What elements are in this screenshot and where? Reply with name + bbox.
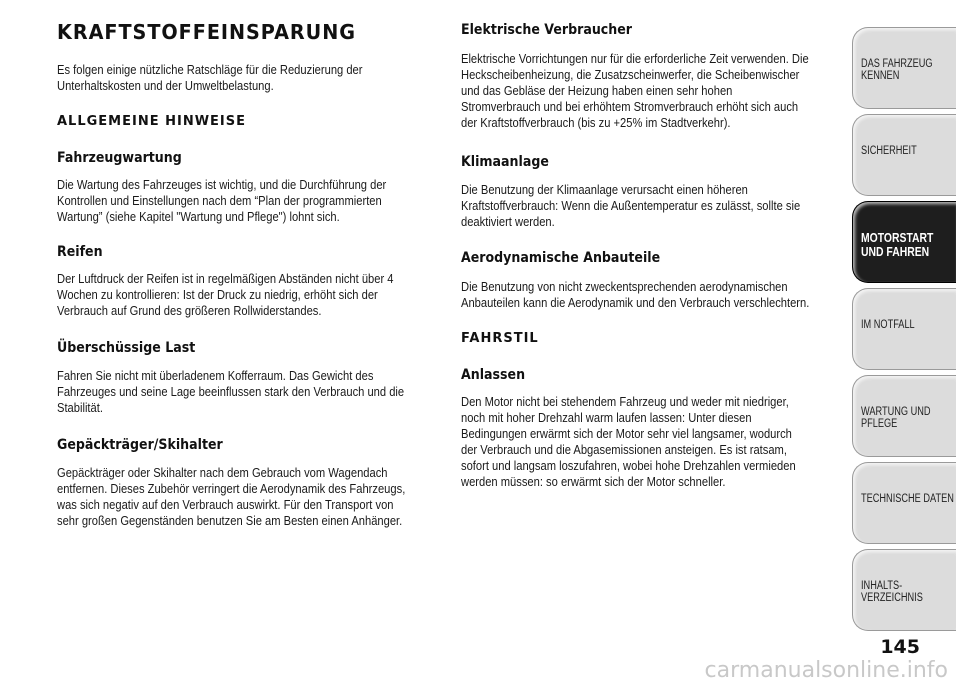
text-electrical: Elektrische Vorrichtungen nur für die erforderliche Zeit verwenden. Die Heckscheibenheizung, die Zusatzscheinwerfer, die Scheibenwischer und das Gebläse der Heizung haben einen sehr hohen Stromverbrauch und bei erhöhtem Stromverbrauch erhöht sich auch der Kraftstoffverbrauch (bis zu +25% im Stadtverkehr).: [461, 51, 809, 130]
tab-vehicle[interactable]: DAS FAHRZEUG KENNEN: [852, 27, 956, 109]
heading-tyres: Reifen: [57, 244, 103, 260]
heading-starting: Anlassen: [461, 367, 526, 383]
heading-maintenance: Fahrzeugwartung: [57, 150, 182, 166]
text-excess-load: Fahren Sie nicht mit überladenem Kofferraum. Das Gewicht des Fahrzeuges und seine Lage beeinflussen stark den Verbrauch und die Stabilität.: [57, 368, 405, 415]
tab-technical-data[interactable]: TECHNISCHE DATEN: [852, 462, 956, 544]
heading-roof-rack: Gepäckträger/Skihalter: [57, 437, 223, 453]
heading-excess-load: Überschüssige Last: [57, 340, 196, 356]
text-air-conditioning: Die Benutzung der Klimaanlage verursacht einen höheren Kraftstoffverbrauch: Wenn die Außentemperatur es zulässt, sollte sie deaktiviert werden.: [461, 182, 801, 229]
page-title: KRAFTSTOFFEINSPARUNG: [57, 20, 356, 44]
section-heading-driving-style: FAHRSTIL: [461, 331, 539, 346]
page-number: 145: [880, 636, 920, 658]
text-tyres: Der Luftdruck der Reifen ist in regelmäßigen Abständen nicht über 4 Wochen zu kontrollieren: Ist der Druck zu niedrig, erhöht sich der Verbrauch auf Grund des größeren Rollwiderstandes.: [57, 271, 394, 318]
tab-index[interactable]: INHALTS- VERZEICHNIS: [852, 549, 956, 631]
heading-electrical: Elektrische Verbraucher: [461, 22, 633, 38]
heading-air-conditioning: Klimaanlage: [461, 154, 549, 170]
text-maintenance: Die Wartung des Fahrzeuges ist wichtig, und die Durchführung der Kontrollen und Einstellungen nach dem “Plan der programmierten Wartung” (siehe Kapitel "Wartung und Pflege") lohnt sich.: [57, 177, 387, 224]
text-aerodynamic: Die Benutzung von nicht zweckentsprechenden aerodynamischen Anbauteilen kann die Aerodynamik und den Verbrauch verschlechtern.: [461, 279, 810, 310]
tab-starting-driving[interactable]: MOTORSTART UND FAHREN: [852, 201, 956, 283]
text-roof-rack: Gepäckträger oder Skihalter nach dem Gebrauch vom Wagendach entfernen. Dieses Zubehör verringert die Aerodynamik des Fahrzeugs, was sich negativ auf den Verbrauch auswirkt. Für den Transport von sehr großen Gegenständen benutzen Sie am Besten einen Anhänger.: [57, 465, 406, 528]
heading-aerodynamic: Aerodynamische Anbauteile: [461, 250, 661, 266]
section-heading-general: ALLGEMEINE HINWEISE: [57, 114, 247, 129]
watermark: carmanualsonline.info: [704, 658, 948, 683]
intro-text: Es folgen einige nützliche Ratschläge für die Reduzierung der Unterhaltskosten und der Umweltbelastung.: [57, 62, 363, 93]
text-starting: Den Motor nicht bei stehendem Fahrzeug und weder mit niedriger, noch mit hoher Drehzahl warm laufen lassen: Unter diesen Bedingungen erwärmt sich der Motor sehr viel langsamer, wodurch der Verbrauch und die Abgasemissionen ansteigen. Es ist ratsam, sofort und langsam loszufahren, wobei hohe Drehzahlen vermieden werden müssen: so erwärmt sich der Motor schneller.: [461, 394, 796, 489]
tab-maintenance[interactable]: WARTUNG UND PFLEGE: [852, 375, 956, 457]
tab-safety[interactable]: SICHERHEIT: [852, 114, 956, 196]
tab-emergency[interactable]: IM NOTFALL: [852, 288, 956, 370]
